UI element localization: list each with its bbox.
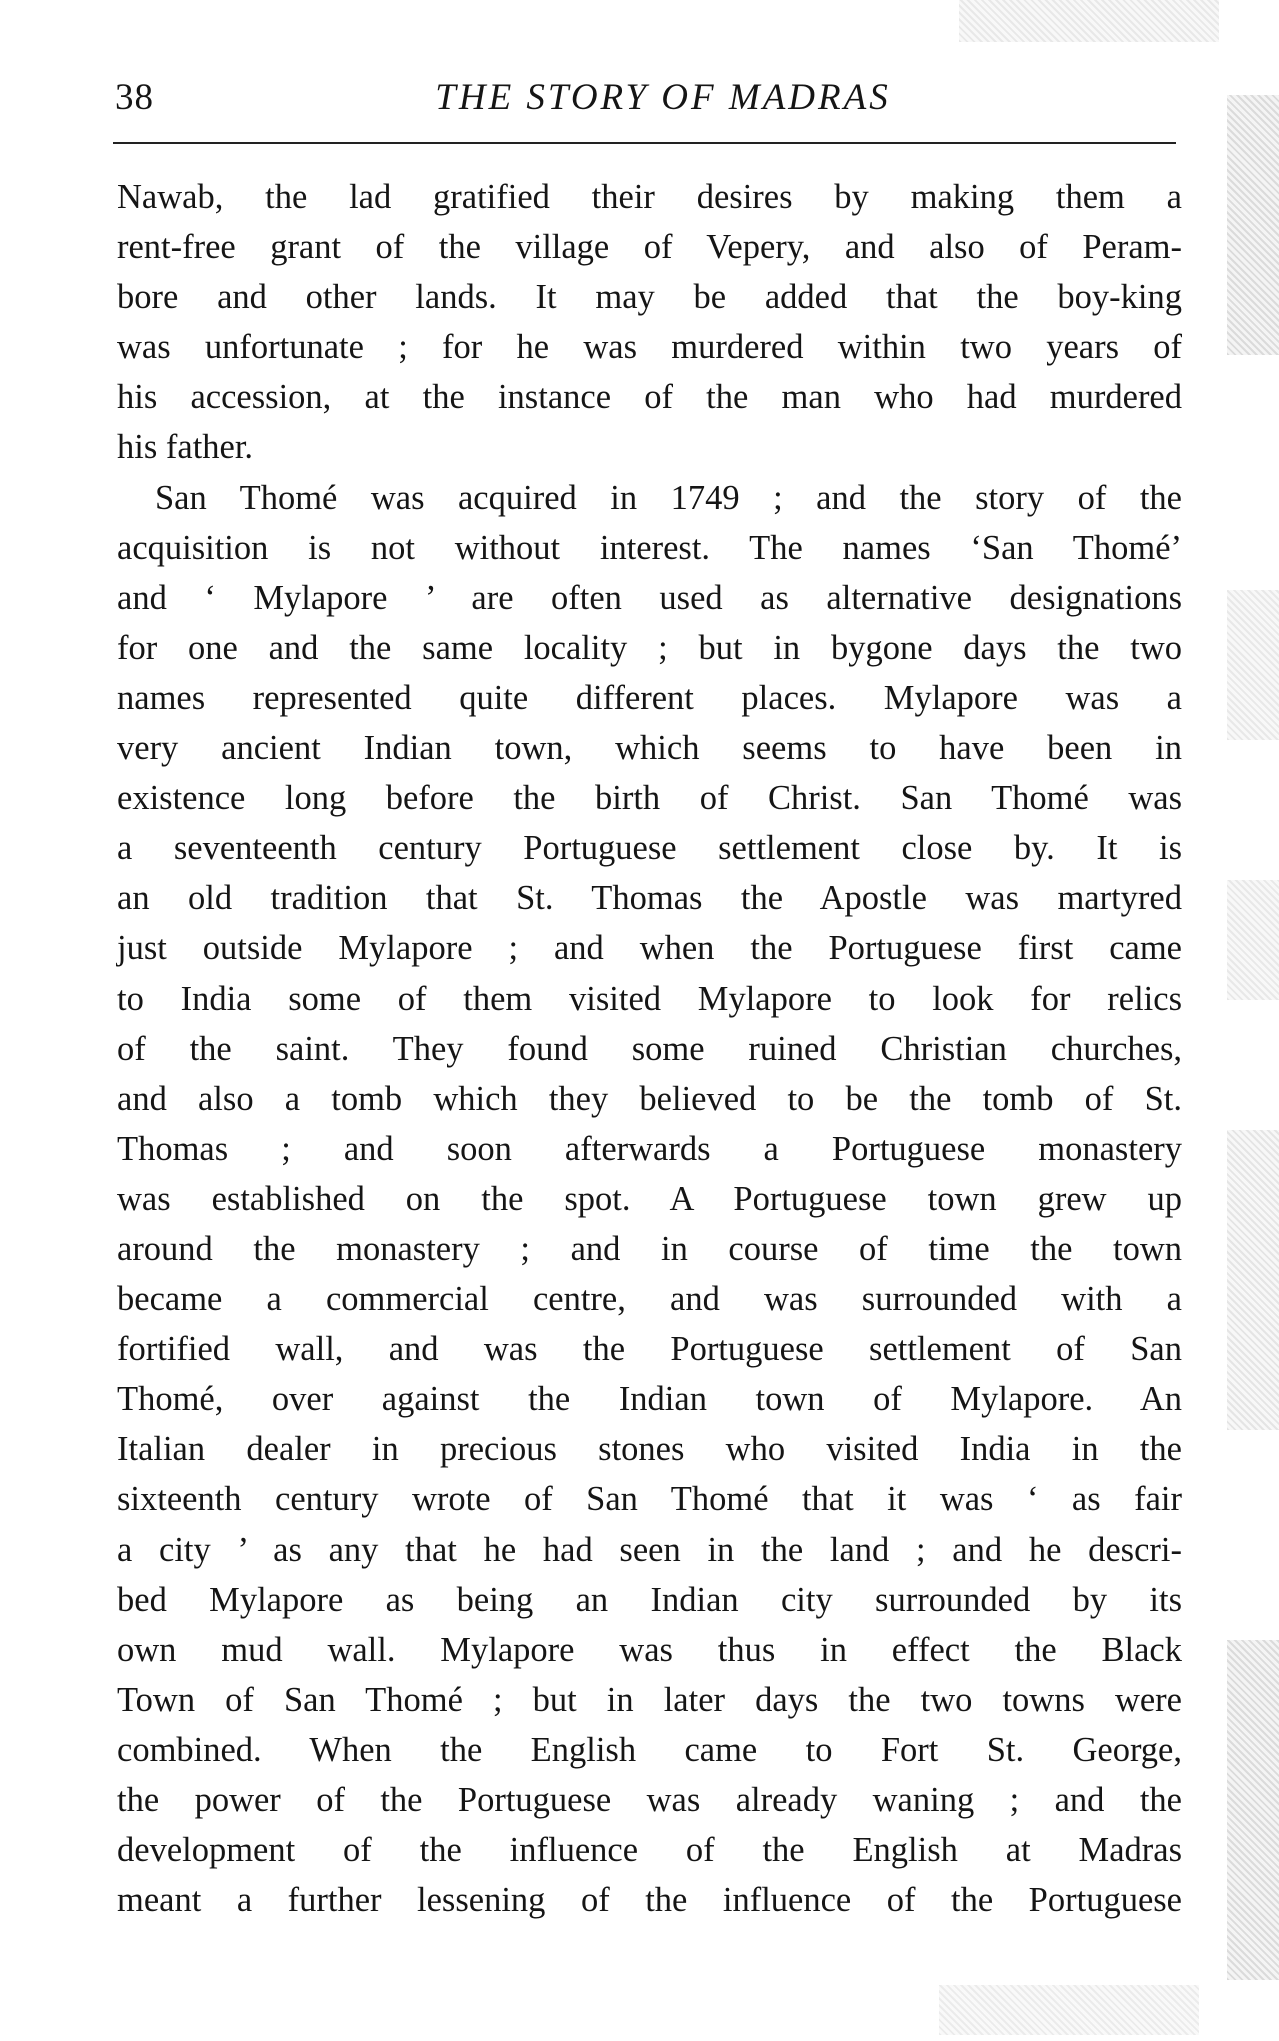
text-line: and also a tomb which they believed to be the tomb of St. xyxy=(117,1079,1182,1118)
text-line: Thomé, over against the Indian town of Mylapore. An xyxy=(117,1380,1182,1419)
scan-noise xyxy=(959,0,1219,42)
text-line: to India some of them visited Mylapore to look for relics xyxy=(117,979,1182,1018)
text-line: very ancient Indian town, which seems to have been in xyxy=(117,729,1182,768)
text-line: a city ’ as any that he had seen in the land ; and he descri- xyxy=(117,1530,1182,1569)
text-line: bed Mylapore as being an Indian city surrounded by its xyxy=(117,1580,1182,1619)
text-line: combined. When the English came to Fort St. George, xyxy=(117,1730,1182,1769)
text-line: rent-free grant of the village of Vepery, and also of Peram- xyxy=(117,228,1182,267)
text-line: just outside Mylapore ; and when the Portuguese first came xyxy=(117,929,1182,968)
scan-noise xyxy=(1227,95,1279,355)
body-text xyxy=(117,172,1182,1925)
scan-noise xyxy=(939,1985,1199,2035)
header-rule xyxy=(113,142,1176,144)
text-line: became a commercial centre, and was surrounded with a xyxy=(117,1280,1182,1319)
text-line: sixteenth century wrote of San Thomé that it was ‘ as fair xyxy=(117,1480,1182,1519)
text-line: was established on the spot. A Portuguese town grew up xyxy=(117,1179,1182,1218)
paragraph-start: San Thomé was acquired in 1749 ; and the story of the xyxy=(155,478,1182,517)
text-line: names represented quite different places. Mylapore was a xyxy=(117,678,1182,717)
text-line: of the saint. They found some ruined Christian churches, xyxy=(117,1029,1182,1068)
text-line: development of the influence of the English at Madras xyxy=(117,1831,1182,1870)
text-line: fortified wall, and was the Portuguese settlement of San xyxy=(117,1330,1182,1369)
text-line: Town of San Thomé ; but in later days the two towns were xyxy=(117,1680,1182,1719)
text-line: existence long before the birth of Christ. San Thomé was xyxy=(117,779,1182,818)
text-line: was unfortunate ; for he was murdered within two years of xyxy=(117,328,1182,367)
text-line: and ‘ Mylapore ’ are often used as alternative designations xyxy=(117,578,1182,617)
text-line: an old tradition that St. Thomas the Apostle was martyred xyxy=(117,879,1182,918)
text-line: own mud wall. Mylapore was thus in effect the Black xyxy=(117,1630,1182,1669)
text-line: his accession, at the instance of the man who had murdered xyxy=(117,378,1182,417)
scan-noise xyxy=(1227,1640,1279,1980)
text-line: bore and other lands. It may be added that the boy-king xyxy=(117,278,1182,317)
text-line: for one and the same locality ; but in bygone days the two xyxy=(117,628,1182,667)
page-number: 38 xyxy=(115,77,154,118)
text-line: the power of the Portuguese was already waning ; and the xyxy=(117,1781,1182,1819)
scan-noise xyxy=(1227,1130,1279,1430)
running-title: THE STORY OF MADRAS xyxy=(435,77,891,118)
scan-noise xyxy=(1227,880,1279,1000)
text-line: Italian dealer in precious stones who visited India in the xyxy=(117,1430,1182,1469)
text-line: acquisition is not without interest. The names ‘San Thomé’ xyxy=(117,528,1182,567)
text-line: Nawab, the lad gratified their desires by making them a xyxy=(117,178,1182,216)
page-header xyxy=(113,76,1173,136)
text-line: around the monastery ; and in course of time the town xyxy=(117,1229,1182,1268)
text-line: meant a further lessening of the influence of the Portuguese xyxy=(117,1881,1182,1920)
text-line: a seventeenth century Portuguese settlement close by. It is xyxy=(117,829,1182,868)
text-line: Thomas ; and soon afterwards a Portuguese monastery xyxy=(117,1129,1182,1168)
text-line: his father. xyxy=(117,428,254,467)
scan-noise xyxy=(1227,590,1279,740)
